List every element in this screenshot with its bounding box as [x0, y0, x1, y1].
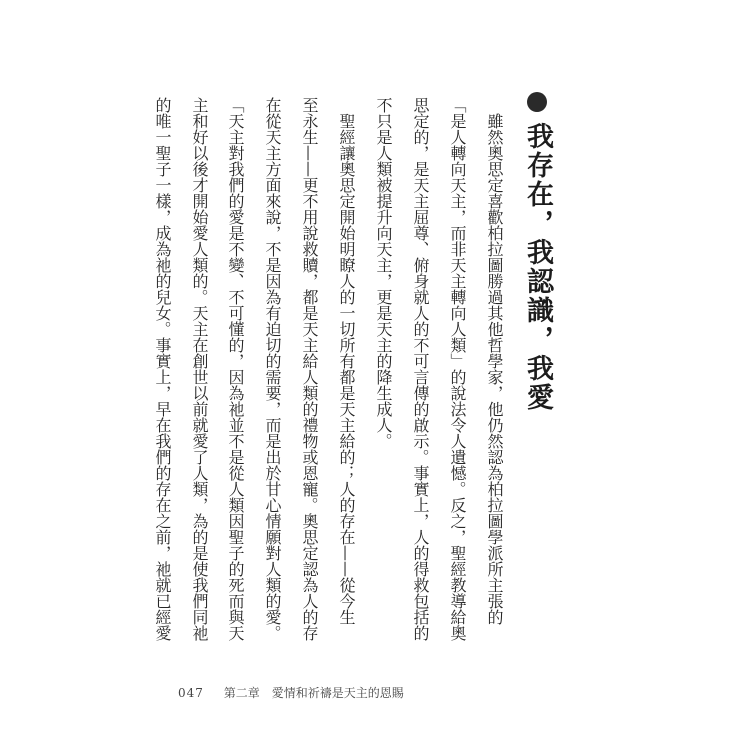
bullet-icon — [527, 92, 547, 112]
text-column-1: 雖然奧思定喜歡柏拉圖勝過其他哲學家，他仍然認為柏拉圖學派所主張的 — [485, 97, 504, 625]
page-number: 047 — [178, 686, 204, 700]
text-column-2: 「是人轉向天主，而非天主轉向人類」的說法令人遺憾。反之，聖經教導給奧 — [448, 97, 467, 641]
chapter-title: 第二章 愛情和祈禱是天主的恩賜 — [223, 686, 404, 700]
text-column-3: 思定的，是天主屈尊、俯身就人的不可言傳的啟示。事實上，人的得救包括的 — [411, 97, 430, 641]
page-footer — [178, 684, 404, 701]
text-column-10: 的唯一聖子一樣，成為祂的兒女。事實上，早在我們的存在之前，祂就已經愛 — [153, 97, 172, 641]
section-heading-text: 我存在，我認識，我愛 — [522, 122, 553, 412]
text-column-4: 不只是人類被提升向天主，更是天主的降生成人。 — [374, 97, 393, 449]
text-column-9: 主和好以後才開始愛人類的。天主在創世以前就愛了人類，為的是使我們同祂 — [190, 97, 209, 641]
text-column-5: 聖經讓奧思定開始明瞭人的一切所有都是天主給的；人的存在——從今生 — [337, 97, 356, 625]
section-heading — [522, 92, 552, 412]
text-column-8: 「天主對我們的愛是不變、不可懂的，因為祂並不是從人類因聖子的死而與天 — [226, 97, 245, 641]
text-column-6: 至永生——更不用說救贖，都是天主給人類的禮物或恩寵。奧思定認為人的存 — [300, 97, 319, 641]
text-column-7: 在從天主方面來說，不是因為有迫切的需要，而是出於甘心情願對人類的愛。 — [263, 97, 282, 641]
